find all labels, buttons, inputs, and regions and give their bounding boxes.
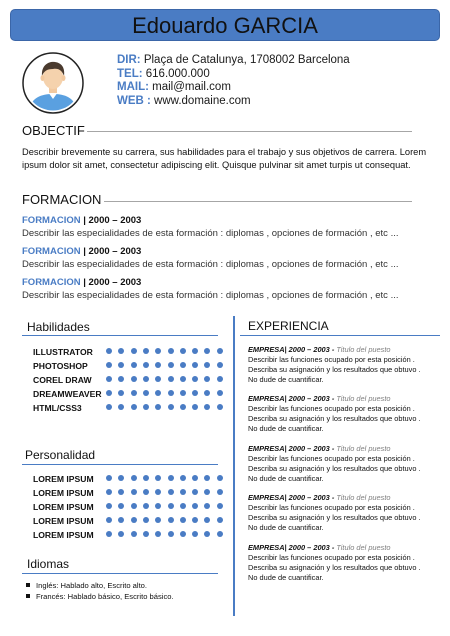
level-dot (217, 489, 223, 495)
level-dot (204, 503, 210, 509)
level-dot (143, 404, 149, 410)
level-dot (180, 503, 186, 509)
level-dot (180, 376, 186, 382)
name-banner (10, 9, 440, 41)
formacion-divider (104, 201, 412, 202)
level-dot (168, 531, 174, 537)
level-dot (155, 531, 161, 537)
skill-row: DREAMWEAVER (33, 387, 223, 401)
level-dot (180, 348, 186, 354)
experiencia-item: EMPRESA| 2000 – 2003 - Titulo del puesto Describir las funciones ocupado por esta posición . Describa su asignación y los resultados que obtuvo . No dude de cuantificar. (248, 493, 421, 532)
level-dot (180, 517, 186, 523)
level-dot (217, 531, 223, 537)
level-dot (143, 362, 149, 368)
level-dot (131, 404, 137, 410)
level-dot (217, 503, 223, 509)
formacion-item: FORMACION | 2000 – 2003 Describir las especialidades de esta formación : diplomas , opciones de formación , etc ... (22, 277, 399, 301)
level-dot (106, 503, 112, 509)
level-dot (143, 390, 149, 396)
level-dot (131, 390, 137, 396)
level-dot (180, 404, 186, 410)
list-item: Francés: Hablado básico, Escrito básico. (26, 591, 174, 602)
level-dot (192, 362, 198, 368)
level-dot (192, 376, 198, 382)
formacion-heading: FORMACION (22, 192, 102, 207)
level-dot (143, 503, 149, 509)
experiencia-item: EMPRESA| 2000 – 2003 - Titulo del puesto Describir las funciones ocupado por esta posición . Describa su asignación y los resultados que obtuvo . No dude de cuantificar. (248, 543, 421, 582)
experiencia-item: EMPRESA| 2000 – 2003 - Titulo del puesto Describir las funciones ocupado por esta posición . Describa su asignación y los resultados que obtuvo . No dude de cuantificar. (248, 444, 421, 483)
skill-row: PHOTOSHOP (33, 359, 223, 373)
level-dot (180, 390, 186, 396)
level-dot (131, 531, 137, 537)
level-dot (217, 390, 223, 396)
formacion-item: FORMACION | 2000 – 2003 Describir las especialidades de esta formación : diplomas , opciones de formación , etc ... (22, 215, 399, 239)
trait-row: LOREM IPSUM (33, 528, 223, 542)
level-dot (217, 362, 223, 368)
level-dot (192, 503, 198, 509)
level-dot (155, 503, 161, 509)
level-dot (180, 531, 186, 537)
level-dot (204, 475, 210, 481)
level-dot (192, 348, 198, 354)
list-item: Inglés: Hablado alto, Escrito alto. (26, 580, 174, 591)
skill-row: COREL DRAW (33, 373, 223, 387)
level-dot (192, 404, 198, 410)
trait-row: LOREM IPSUM (33, 500, 223, 514)
level-dot (106, 376, 112, 382)
level-dot (143, 475, 149, 481)
level-dot (180, 362, 186, 368)
level-dot (204, 404, 210, 410)
formacion-item: FORMACION | 2000 – 2003 Describir las especialidades de esta formación : diplomas , opciones de formación , etc ... (22, 246, 399, 270)
level-dot (168, 489, 174, 495)
level-dot (118, 376, 124, 382)
level-dot (155, 390, 161, 396)
level-dot (155, 376, 161, 382)
level-dot (180, 489, 186, 495)
habilidades-divider (22, 335, 218, 336)
level-dot (131, 503, 137, 509)
experiencia-heading: EXPERIENCIA (248, 319, 329, 333)
habilidades-heading: Habilidades (27, 320, 90, 334)
skill-row: HTML/CSS3 (33, 401, 223, 415)
level-dot (143, 489, 149, 495)
contact-block (117, 54, 350, 108)
level-dot (217, 404, 223, 410)
level-dot (192, 475, 198, 481)
level-dot (143, 517, 149, 523)
level-dot (168, 404, 174, 410)
contact-phone: TEL: 616.000.000 (117, 67, 210, 80)
level-dot (131, 362, 137, 368)
experiencia-item: EMPRESA| 2000 – 2003 - Titulo del puesto Describir las funciones ocupado por esta posición . Describa su asignación y los resultados que obtuvo . No dude de cuantificar. (248, 394, 421, 433)
level-dot (118, 390, 124, 396)
level-dot (106, 390, 112, 396)
trait-row: LOREM IPSUM (33, 472, 223, 486)
level-dot (204, 362, 210, 368)
level-dot (131, 489, 137, 495)
level-dot (106, 348, 112, 354)
contact-address: DIR: Plaça de Catalunya, 1708002 Barcelona (117, 54, 350, 66)
level-dot (143, 348, 149, 354)
level-dot (180, 475, 186, 481)
level-dot (106, 531, 112, 537)
level-dot (168, 503, 174, 509)
skill-row: ILLUSTRATOR (33, 345, 223, 359)
level-dot (118, 404, 124, 410)
level-dot (118, 531, 124, 537)
trait-row: LOREM IPSUM (33, 514, 223, 528)
level-dot (118, 489, 124, 495)
experiencia-item: EMPRESA| 2000 – 2003 - Titulo del puesto Describir las funciones ocupado por esta posición . Describa su asignación y los resultados que obtuvo . No dude de cuantificar. (248, 345, 421, 384)
idiomas-list (26, 580, 174, 602)
level-dot (118, 503, 124, 509)
level-dot (106, 517, 112, 523)
objectif-divider (87, 131, 412, 132)
level-dot (168, 390, 174, 396)
level-dot (168, 348, 174, 354)
level-dot (204, 390, 210, 396)
level-dot (155, 517, 161, 523)
level-dot (204, 489, 210, 495)
level-dot (155, 404, 161, 410)
objectif-heading: OBJECTIF (22, 123, 85, 138)
full-name: Edouardo GARCIA (132, 13, 318, 38)
level-dot (131, 376, 137, 382)
level-dot (204, 531, 210, 537)
level-dot (118, 517, 124, 523)
column-divider (233, 316, 235, 616)
level-dot (131, 475, 137, 481)
level-dot (155, 362, 161, 368)
level-dot (192, 489, 198, 495)
level-dot (192, 390, 198, 396)
level-dot (131, 348, 137, 354)
level-dot (168, 517, 174, 523)
level-dot (155, 475, 161, 481)
level-dot (106, 475, 112, 481)
idiomas-divider (22, 573, 218, 574)
level-dot (131, 517, 137, 523)
level-dot (106, 489, 112, 495)
trait-row: LOREM IPSUM (33, 486, 223, 500)
level-dot (155, 489, 161, 495)
level-dot (204, 517, 210, 523)
contact-email[interactable]: MAIL: mail@mail.com (117, 81, 231, 93)
experiencia-divider (240, 335, 440, 336)
level-dot (106, 362, 112, 368)
level-dot (168, 475, 174, 481)
contact-website[interactable]: WEB : www.domaine.com (117, 94, 251, 107)
idiomas-heading: Idiomas (27, 557, 70, 571)
level-dot (143, 531, 149, 537)
level-dot (118, 348, 124, 354)
level-dot (204, 376, 210, 382)
objectif-text: Describir brevemente su carrera, sus habilidades para el trabajo y sus objetivos de carrera. Lorem ipsum dolor sit amet, consectetur adipiscing elit. Quisque pulvinar sit amet turpis ut consequat. (22, 147, 427, 170)
level-dot (118, 362, 124, 368)
level-dot (106, 404, 112, 410)
level-dot (217, 348, 223, 354)
level-dot (155, 348, 161, 354)
user-avatar-icon (22, 52, 84, 114)
level-dot (143, 376, 149, 382)
level-dot (217, 517, 223, 523)
level-dot (217, 376, 223, 382)
level-dot (118, 475, 124, 481)
personalidad-heading: Personalidad (25, 448, 96, 462)
level-dot (192, 531, 198, 537)
level-dot (217, 475, 223, 481)
level-dot (204, 348, 210, 354)
level-dot (168, 362, 174, 368)
level-dot (168, 376, 174, 382)
level-dot (192, 517, 198, 523)
personalidad-divider (22, 464, 218, 465)
